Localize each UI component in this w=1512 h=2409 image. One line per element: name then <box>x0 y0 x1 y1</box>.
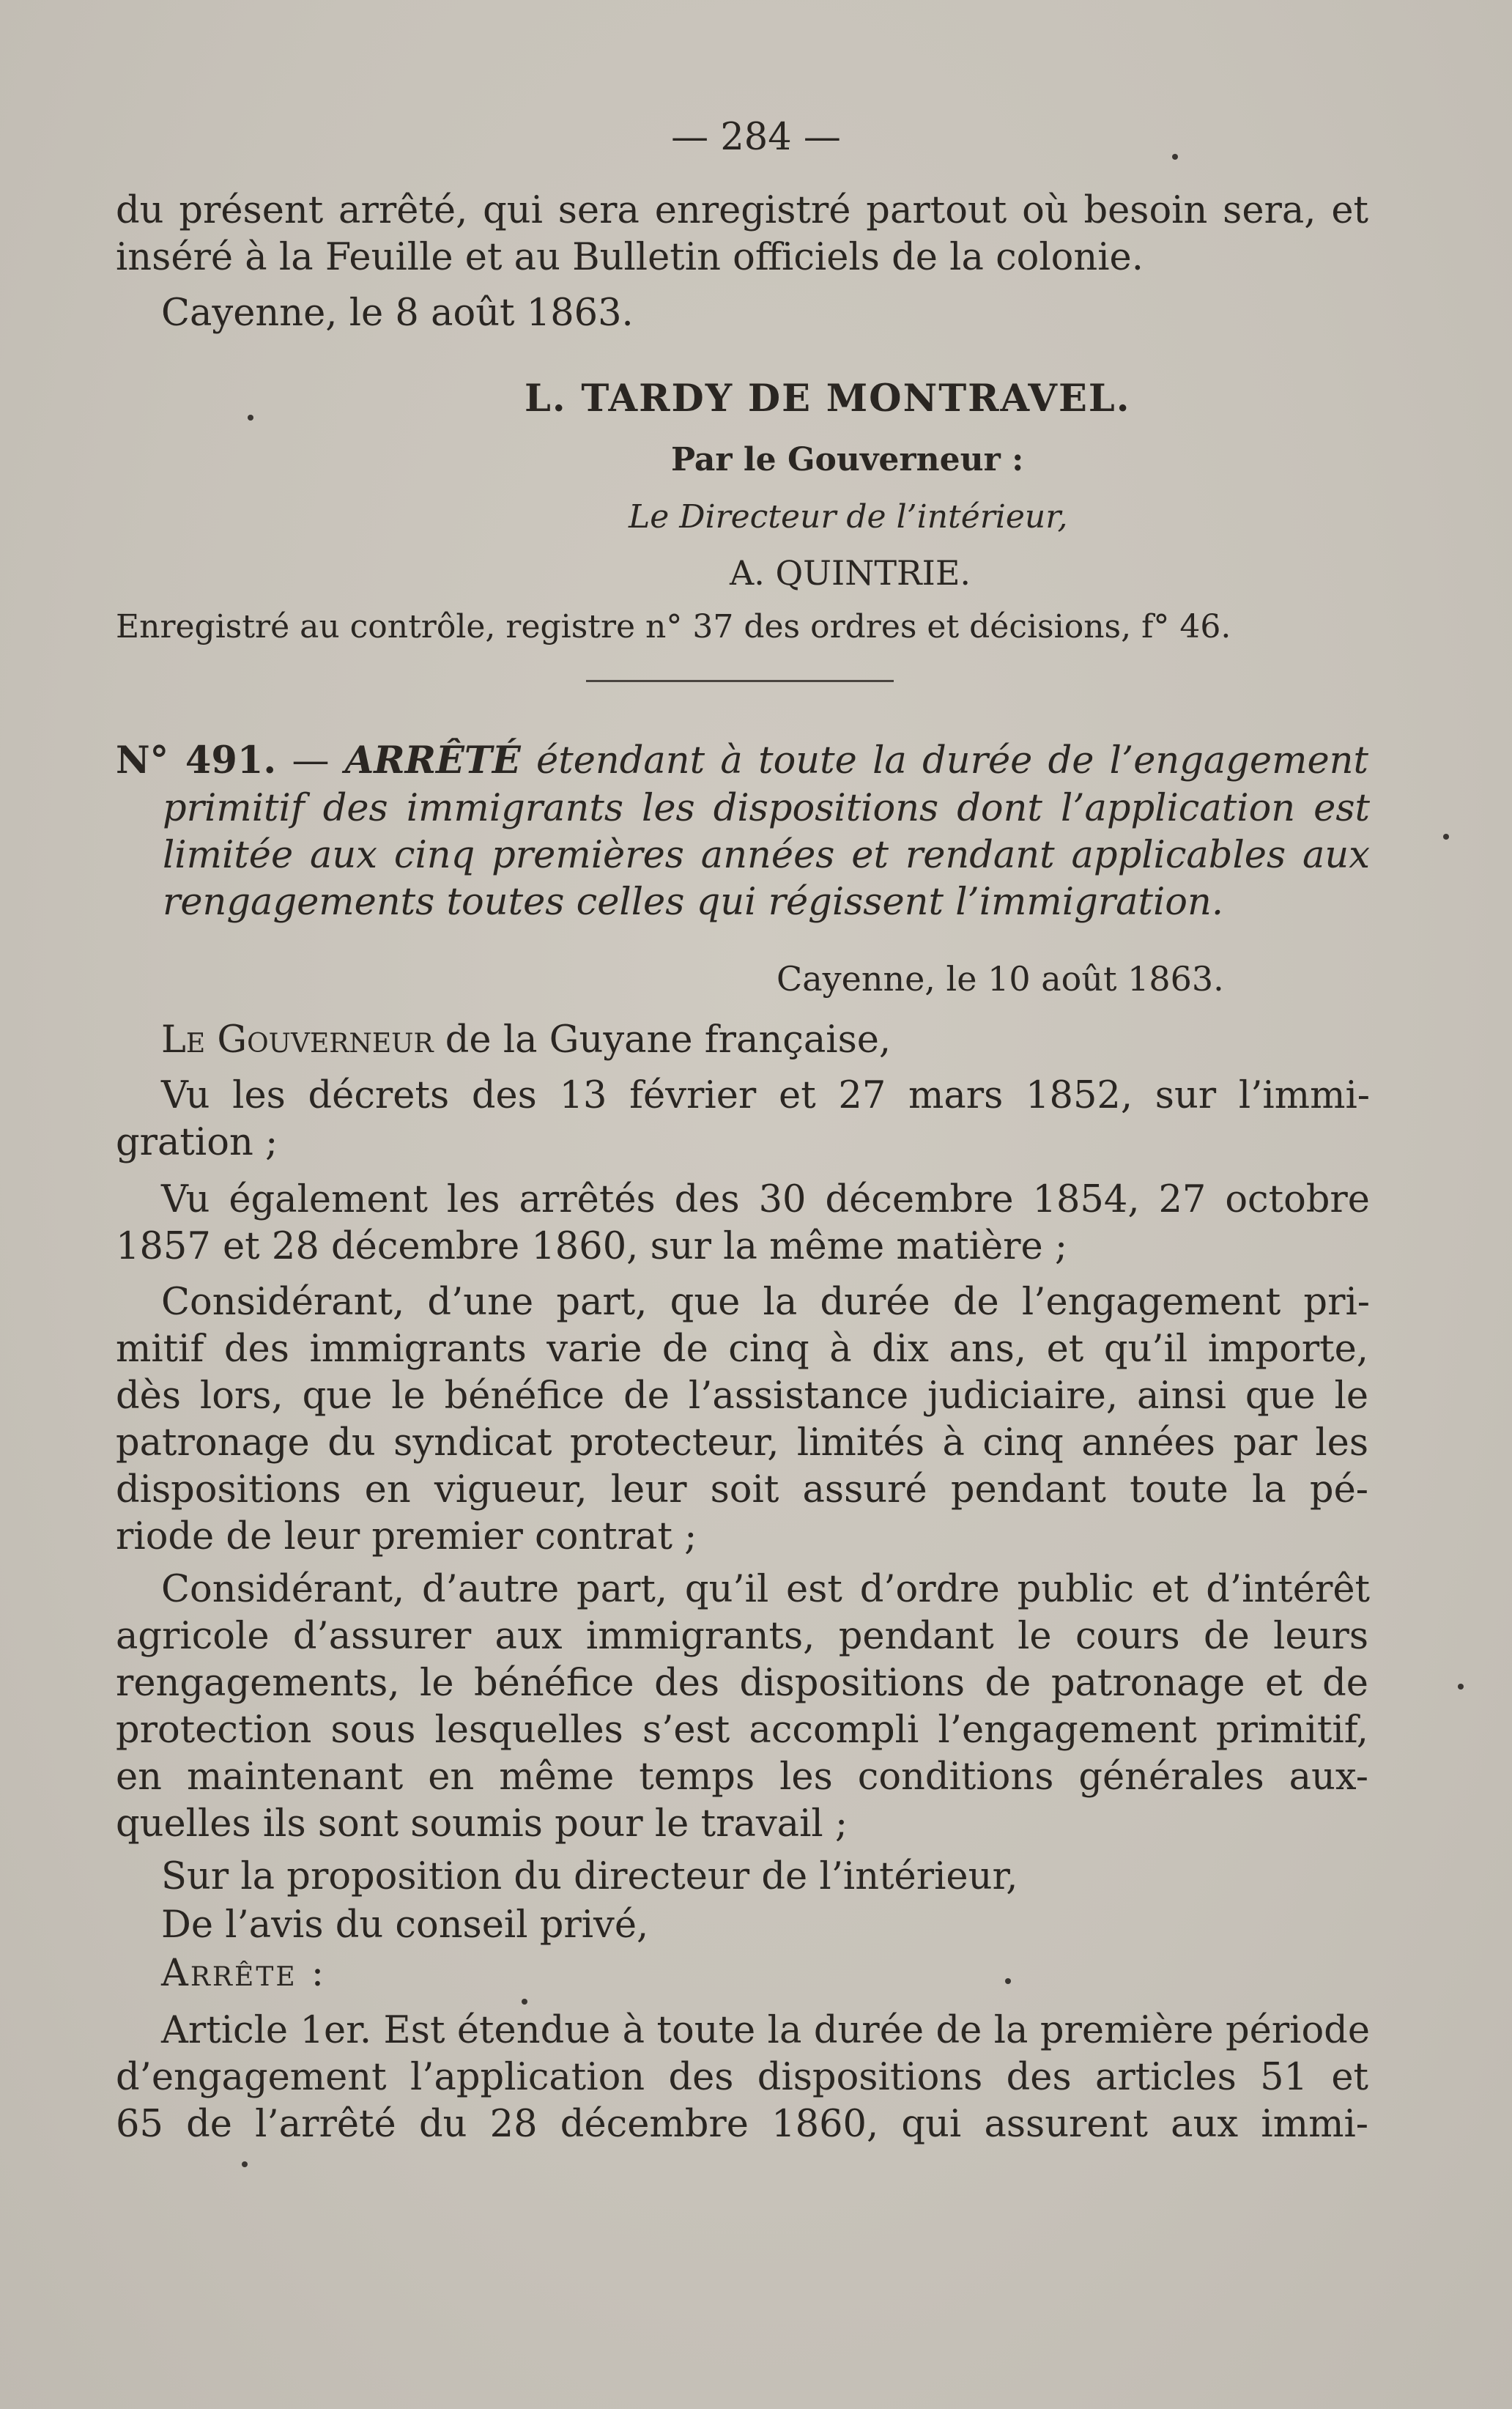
registration-note: Enregistré au contrôle, registre n° 37 des ordres et décisions, f° 46. <box>116 608 1231 645</box>
section-divider <box>586 680 894 682</box>
arrete-number: N° 491. <box>116 739 277 782</box>
considerant-line: protection sous lesquelles s’est accompli l’engagement primitif, <box>116 1709 1368 1752</box>
place-date: Cayenne, le 10 août 1863. <box>777 959 1224 999</box>
ink-speck <box>242 2161 248 2167</box>
considerant-line: Considérant, d’une part, que la durée de l’engagement pri- <box>161 1281 1370 1324</box>
considerant-line: quelles ils sont soumis pour le travail ; <box>116 1802 848 1846</box>
article-line: 65 de l’arrêté du 28 décembre 1860, qui assurent aux immi- <box>116 2103 1368 2146</box>
text-line: du présent arrêté, qui sera enregistré partout où besoin sera, et <box>116 189 1368 232</box>
considerant-line: riode de leur premier contrat ; <box>116 1515 697 1558</box>
article-line: d’engagement l’application des dispositions des articles 51 et <box>116 2056 1368 2099</box>
avis-line: De l’avis du conseil privé, <box>161 1903 649 1947</box>
title-dash: — <box>292 739 330 782</box>
considerant-line: rengagements, le bénéfice des dispositions de patronage et de <box>116 1662 1368 1705</box>
ink-speck <box>1458 1684 1464 1690</box>
ink-speck <box>1172 154 1178 160</box>
gouverneur-rest: de la Guyane française, <box>433 1018 892 1062</box>
considerant-line: dispositions en vigueur, leur soit assuré pendant toute la pé- <box>116 1468 1368 1511</box>
arrete-heading: Arrête : <box>161 1952 327 1995</box>
arrete-title-line: limitée aux cinq premières années et rendant applicables aux <box>163 834 1370 877</box>
considerant-line: mitif des immigrants varie de cinq à dix ans, et qu’il importe, <box>116 1328 1368 1371</box>
place-date: Cayenne, le 8 août 1863. <box>161 292 634 335</box>
arrete-title-line <box>116 739 1368 783</box>
considerant-line: patronage du syndicat protecteur, limités à cinq années par les <box>116 1421 1368 1465</box>
preamble-gouverneur <box>161 1018 891 1062</box>
vu-line: 1857 et 28 décembre 1860, sur la même matière ; <box>116 1225 1068 1268</box>
considerant-line: agricole d’assurer aux immigrants, pendant le cours de leurs <box>116 1615 1368 1658</box>
text-line: inséré à la Feuille et au Bulletin officiels de la colonie. <box>116 236 1144 279</box>
considerant-line: dès lors, que le bénéfice de l’assistance judiciaire, ainsi que le <box>116 1374 1368 1418</box>
page-number: — 284 — <box>671 116 841 159</box>
vu-line: Vu les décrets des 13 février et 27 mars 1852, sur l’immi- <box>161 1074 1370 1117</box>
ink-speck <box>248 415 253 421</box>
signature-name: L. TARDY DE MONTRAVEL. <box>525 377 1131 421</box>
proposition-line: Sur la proposition du directeur de l’intérieur, <box>161 1855 1018 1898</box>
considerant-line: en maintenant en même temps les conditions générales aux- <box>116 1755 1368 1799</box>
vu-line: gration ; <box>116 1121 278 1164</box>
arrete-keyword: ARRÊTÉ <box>344 739 521 782</box>
arrete-title-line: rengagements toutes celles qui régissent l’immigration. <box>163 881 1224 924</box>
ink-speck <box>1443 834 1449 840</box>
signature-name-2: A. QUINTRIE. <box>730 553 971 593</box>
gouverneur-label: Le Gouverneur <box>161 1018 434 1062</box>
ink-speck <box>1005 1978 1011 1984</box>
article-line: Article 1er. Est étendue à toute la durée de la première période <box>161 2009 1370 2052</box>
arrete-title-line: primitif des immigrants les dispositions dont l’application est <box>163 787 1370 830</box>
arrete-title-text: étendant à toute la durée de l’engagement <box>536 739 1369 782</box>
directeur-title: Le Directeur de l’intérieur, <box>629 498 1068 536</box>
vu-line: Vu également les arrêtés des 30 décembre 1854, 27 octobre <box>161 1178 1370 1221</box>
considerant-line: Considérant, d’autre part, qu’il est d’ordre public et d’intérêt <box>161 1568 1370 1611</box>
ink-speck <box>522 1999 527 2005</box>
par-le-gouverneur: Par le Gouverneur : <box>671 441 1024 478</box>
